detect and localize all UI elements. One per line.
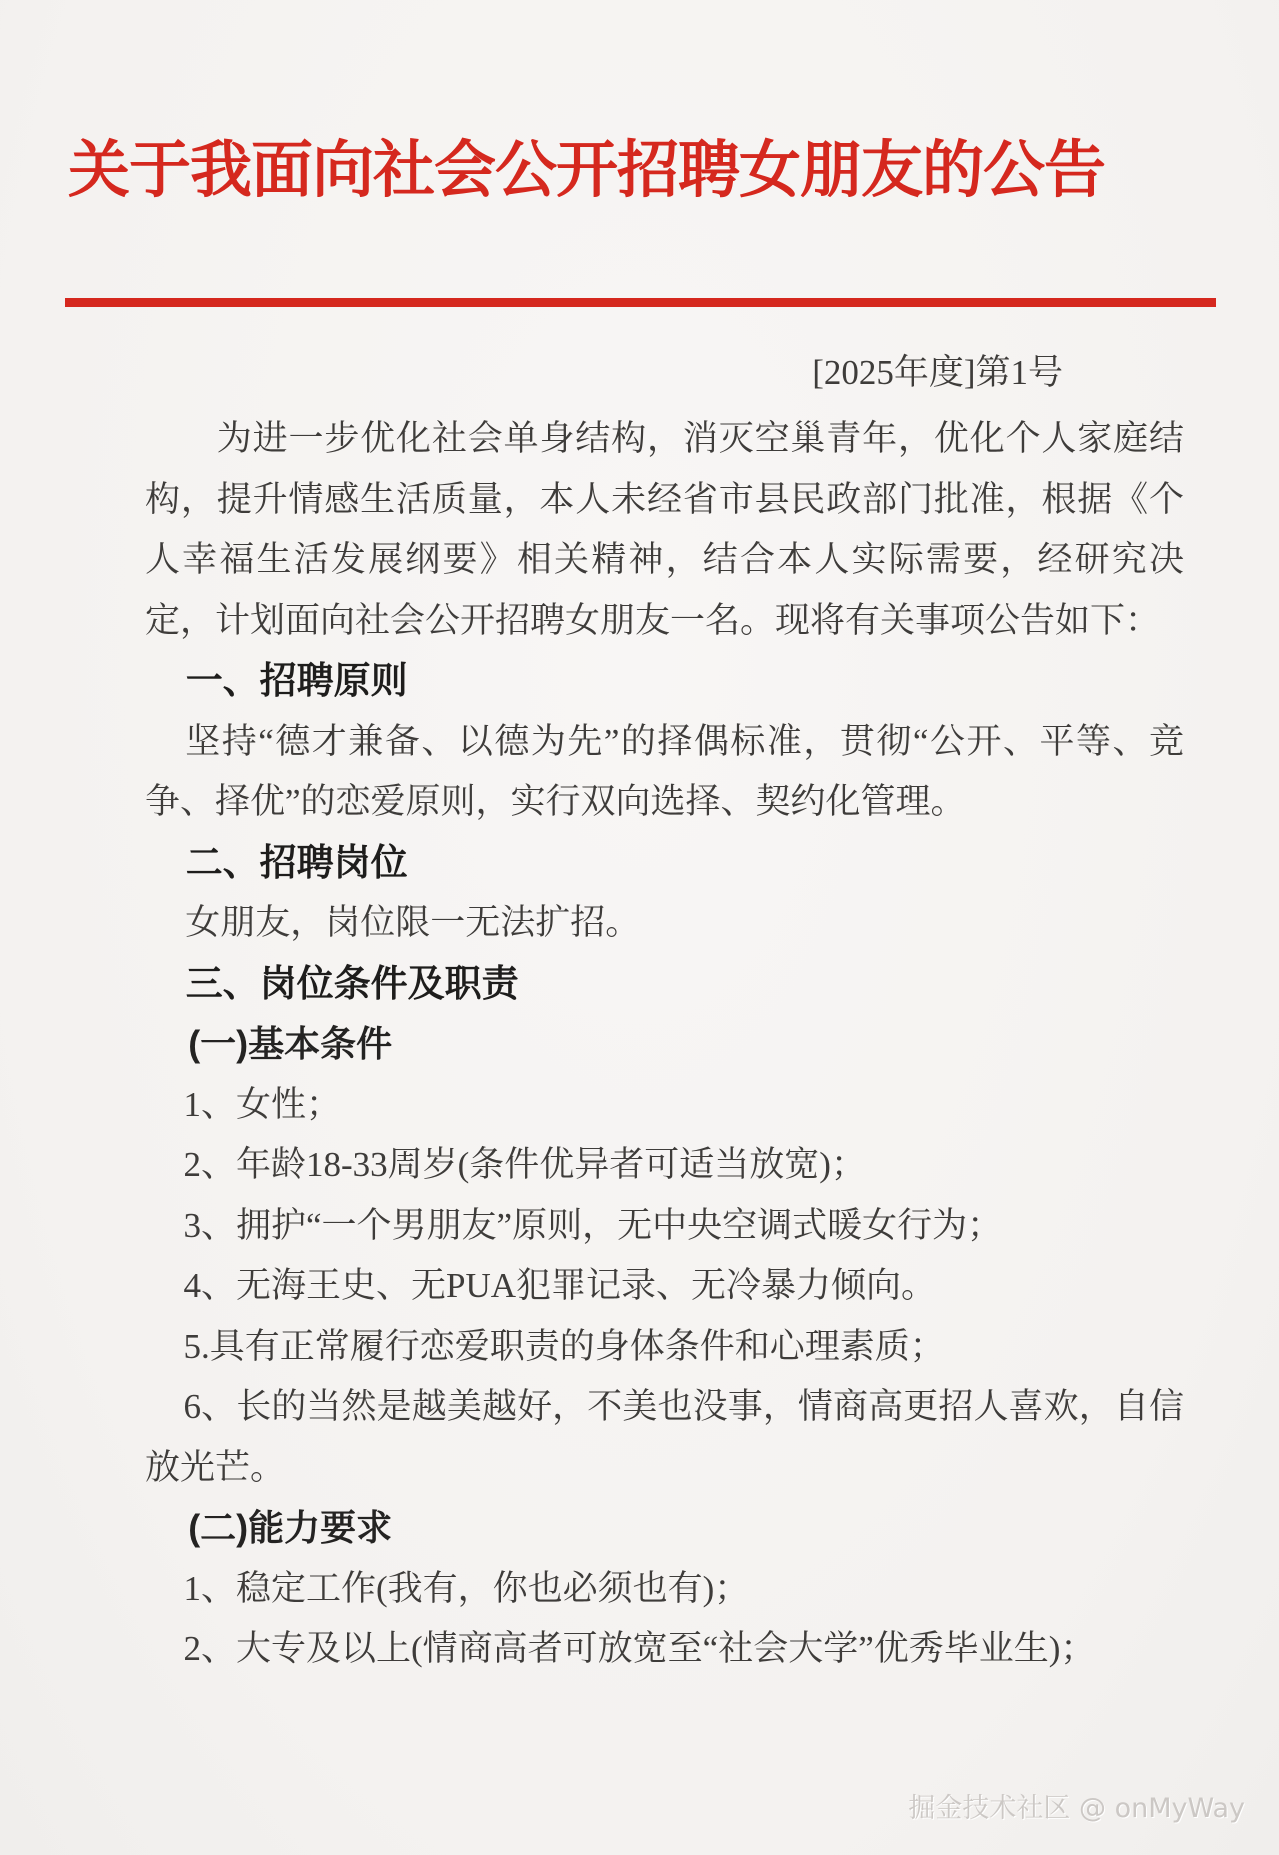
watermark: 掘金技术社区 @ onMyWay [908, 1793, 1245, 1824]
intro-paragraph: 为进一步优化社会单身结构，消灭空巢青年，优化个人家庭结构，提升情感生活质量，本人未经省市县民政部门批准，根据《个人幸福生活发展纲要》相关精神，结合本人实际需要，经研究决定，计划面向社会公开招聘女朋友一名。现将有关事项公告如下： [145, 419, 1184, 640]
list-item: 1、稳定工作(我有，你也必须也有)； [183, 1568, 750, 1608]
title-underline-divider [65, 298, 1216, 307]
list-item: 3、拥护“一个男朋友”原则，无中央空调式暖女行为； [183, 1205, 1003, 1245]
section-heading-3: 三、岗位条件及职责 [185, 962, 519, 1004]
list-item: 5.具有正常履行恋爱职责的身体条件和心理素质； [183, 1326, 945, 1366]
section-2-paragraph: 女朋友，岗位限一无法扩招。 [185, 903, 641, 942]
list-item: 6、长的当然是越美越好，不美也没事，情商高更招人喜欢，自信放光芒。 [145, 1387, 1184, 1487]
list-item: 4、无海王史、无PUA犯罪记录、无冷暴力倾向。 [183, 1266, 937, 1305]
subsection-label-ability-requirements: (二)能力要求 [188, 1507, 393, 1548]
document-body [145, 409, 1184, 1680]
list-item: 2、年龄18-33周岁(条件优异者可适当放宽)； [183, 1145, 866, 1184]
list-item: 1、女性； [183, 1084, 342, 1124]
section-heading-1: 一、招聘原则 [185, 660, 408, 701]
list-item: 2、大专及以上(情商高者可放宽至“社会大学”优秀毕业生)； [183, 1629, 1096, 1668]
section-1-paragraph: 坚持“德才兼备、以德为先”的择偶标准，贯彻“公开、平等、竞争、择优”的恋爱原则，实行双向选择、契约化管理。 [145, 721, 1184, 821]
document-number: [2025年度]第1号 [812, 353, 1063, 392]
page-title: 关于我面向社会公开招聘女朋友的公告 [68, 137, 1106, 205]
section-heading-2: 二、招聘岗位 [185, 841, 408, 883]
subsection-label-basic-conditions: (一)基本条件 [188, 1023, 393, 1064]
